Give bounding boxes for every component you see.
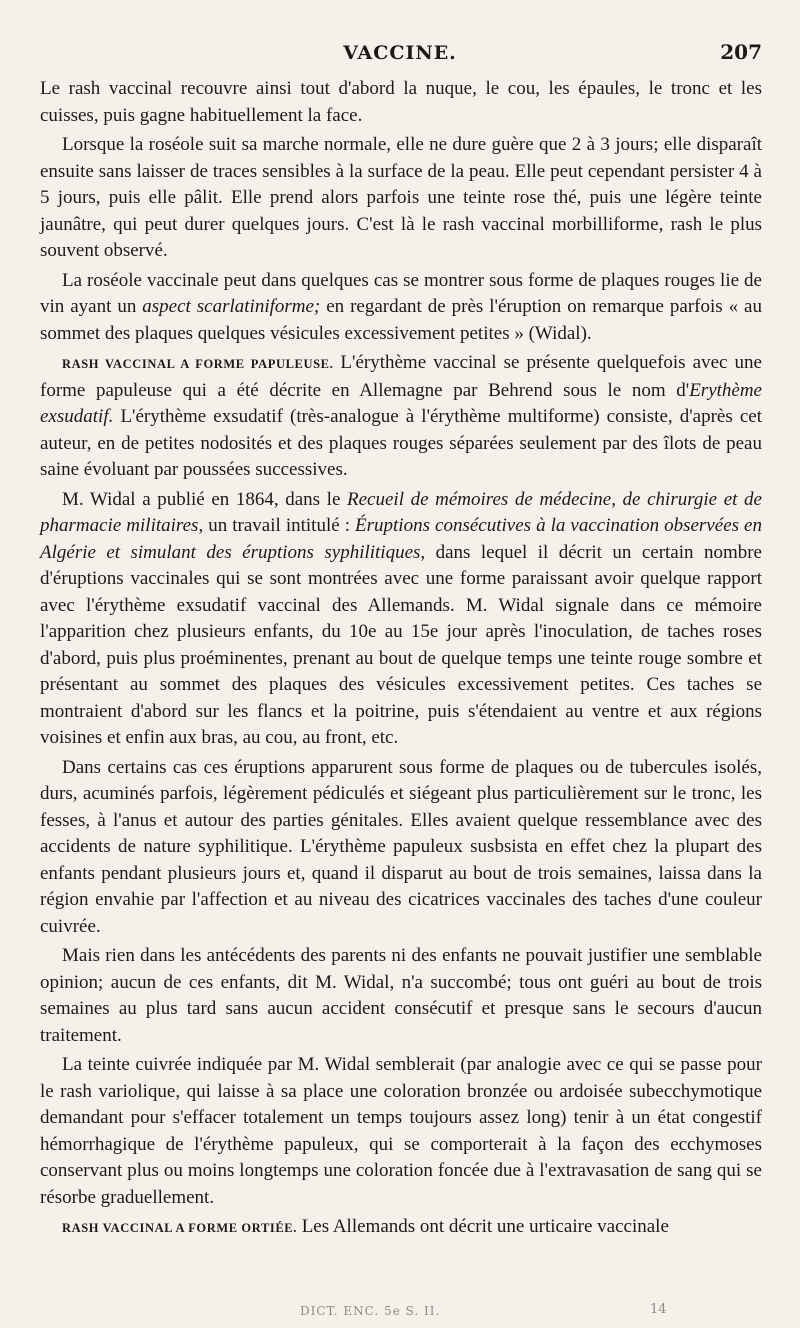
- paragraph-8: La teinte cuivrée indiquée par M. Widal semblerait (par analogie avec ce qui se passe pour le rash variolique, qui laisse à sa place une coloration bronzée ou ardoisée subecchymotique demandant pour s'effacer totalement un temps toujours assez long) tenir à un état congestif hémorrhagique de l'érythème papuleux, qui se comporterait à la façon des ecchymoses conservant plus ou moins longtemps une coloration foncée due à l'extravasation de sang qui se résorbe graduellement.: [40, 1054, 762, 1208]
- paragraph-4-text-a: L'érythème vaccinal se présente quelquefois avec une forme papuleuse qui a été décrite en Allemagne par Behrend sous le nom d': [40, 352, 762, 401]
- paragraph-5-work-title: Éruptions consécutives à la vaccination observées en Algérie et simulant des éruptions syphilitiques: [40, 515, 762, 563]
- paragraph-3-text-a: La roséole vaccinale peut dans quelques cas se montrer sous forme de plaques rouges lie de vin ayant un: [40, 269, 762, 317]
- paragraph-3-italic: aspect scarlatiniforme;: [142, 296, 321, 317]
- paragraph-5: [40, 487, 762, 752]
- paragraph-5-text-b: , un travail intitulé :: [198, 515, 356, 536]
- page-footer: [0, 1302, 800, 1324]
- page-header: [0, 38, 800, 74]
- section-heading-ortiee: RASH VACCINAL A FORME ORTIÉE.: [62, 1221, 297, 1235]
- running-head: VACCINE.: [343, 42, 457, 64]
- paragraph-4: [40, 350, 762, 484]
- page-body: [40, 76, 762, 1242]
- paragraph-6: Dans certains cas ces éruptions apparurent sous forme de plaques ou de tubercules isolés, durs, acuminés parfois, légèrement pédiculés et siégeant plus particulièrement sur le tronc, les fesses, à l'anus et autour des parties génitales. Elles avaient quelque ressemblance avec des accidents de nature syphilitique. L'érythème papuleux susbsista en effet chez la plupart des enfants pendant plusieurs jours et, quand il disparut au bout de trois semaines, laissa dans la région envahie par l'affection et au niveau des cicatrices vaccinales des taches d'une couleur cuivrée.: [40, 756, 762, 937]
- paragraph-2: Lorsque la roséole suit sa marche normale, elle ne dure guère que 2 à 3 jours; elle disparaît ensuite sans laisser de traces sensibles à la surface de la peau. Elle peut cependant persister 4 à 5 jours, puis elle pâlit. Elle prend alors parfois une teinte rose thé, puis une légère teinte jaunâtre, qui peut durer quelques jours. C'est là le rash vaccinal morbilliforme, rash le plus souvent observé.: [40, 134, 762, 261]
- section-heading-papuleuse: RASH VACCINAL A FORME PAPULEUSE.: [62, 357, 334, 371]
- printer-signature: DICT. ENC. 5e S. II.: [300, 1304, 441, 1318]
- paragraph-5-text-a: M. Widal a publié en 1864, dans le: [62, 488, 348, 510]
- page-number: 207: [720, 40, 762, 64]
- paragraph-9: [40, 1214, 762, 1242]
- paragraph-9-text-a: Les Allemands ont décrit une urticaire vaccinale: [296, 1216, 669, 1237]
- paragraph-3-text-b: en regardant de près l'éruption on remarque parfois « au sommet des plaques quelques vésicules excessivement petites » (Widal).: [40, 296, 762, 344]
- paragraph-4-italic: Erythème exsudatif.: [40, 379, 762, 427]
- paragraph-3: [40, 268, 762, 348]
- paragraph-5-text-c: , dans lequel il décrit un certain nombre d'éruptions vaccinales qui se sont montrées avec une forme paraissant avoir quelque rapport avec l'érythème exsudatif vaccinal des Allemands. M. Widal signale dans ce mémoire l'apparition chez plusieurs enfants, du 10e au 15e jour après l'inoculation, de taches roses d'abord, puis plus proéminentes, prenant au bout de quelque temps une teinte rouge sombre et présentant au sommet des plaques des vésicules excessivement petites. Ces taches se montraient d'abord sur les flancs et la poitrine, puis s'étendaient au ventre et aux régions voisines et enfin aux bras, au cou, au front, etc.: [40, 541, 762, 748]
- paragraph-1: Le rash vaccinal recouvre ainsi tout d'abord la nuque, le cou, les épaules, le tronc et les cuisses, puis gagne habituellement la face.: [40, 78, 762, 126]
- paragraph-5-journal-title: Recueil de mémoires de médecine, de chirurgie et de pharmacie militaires: [40, 488, 762, 536]
- paragraph-4-text-b: L'érythème exsudatif (très-analogue à l'érythème multiforme) consiste, d'après cet auteur, en de petites nodosités et des plaques rouges séparées seulement par des îlots de peau saine évoluant par poussées successives.: [40, 406, 762, 480]
- sheet-number: 14: [650, 1302, 667, 1317]
- paragraph-7: Mais rien dans les antécédents des parents ni des enfants ne pouvait justifier une semblable opinion; aucun de ces enfants, dit M. Widal, n'a succombé; tous ont guéri au bout de trois semaines au plus tard sans aucun accident consécutif et presque sans le secours d'aucun traitement.: [40, 945, 762, 1046]
